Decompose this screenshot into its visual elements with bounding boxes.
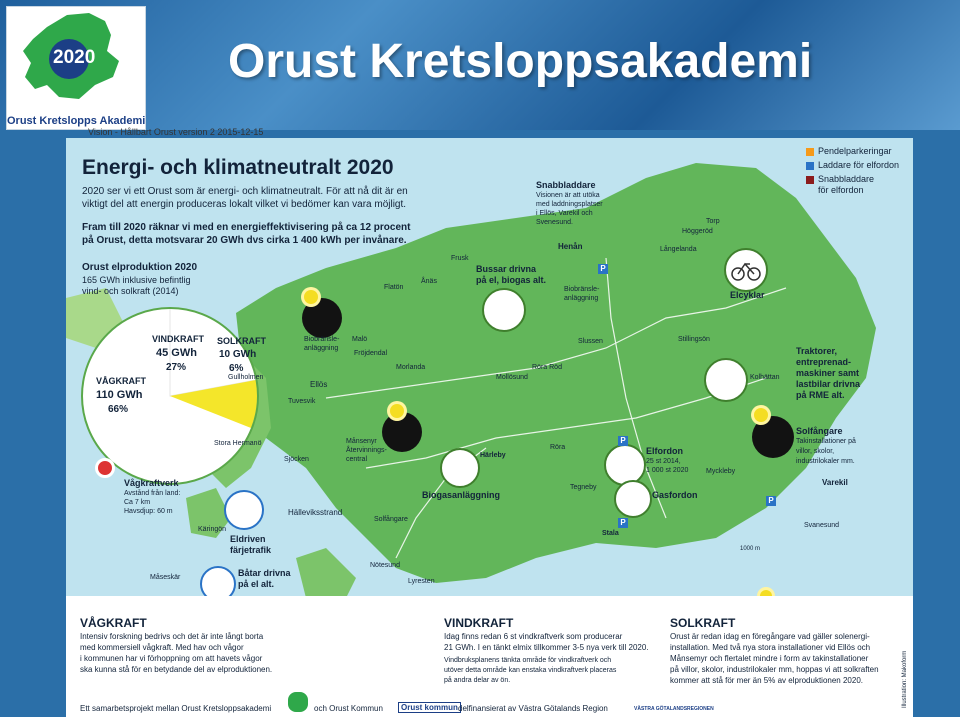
- traktorer-line-1: Traktorer,: [796, 346, 838, 356]
- pie-sol-pct: 6%: [229, 363, 244, 374]
- place-morlanda: Morlanda: [396, 364, 426, 371]
- solar-collector-icon: [752, 416, 794, 458]
- energy-poster: [66, 138, 913, 717]
- solar-park-mansemyr-icon: [382, 412, 422, 452]
- elcyklar-label: Elcyklar: [730, 290, 765, 300]
- place-tegneby: Härleby: [480, 452, 506, 459]
- parking-icon-henan: P: [598, 264, 608, 274]
- solkraft-title: SOLKRAFT: [670, 616, 736, 630]
- vagkraft-line-2: med kommersiell vågkraft. Med hav och vågor: [80, 643, 244, 652]
- gas-car-icon: [614, 480, 652, 518]
- legend-swatch-snabb: [806, 176, 814, 184]
- parking-icon-varekil: P: [618, 518, 628, 528]
- footer-part-1: Ett samarbetsprojekt mellan Orust Kretsloppsakademi: [80, 704, 272, 713]
- vagkraft-title: VÅGKRAFT: [80, 616, 147, 630]
- place-rora-rod: Mollösund: [496, 374, 528, 381]
- solfangare-line-3: industrilokaler mm.: [796, 458, 855, 465]
- solkraft-line-5: kommer att stå för mer än 5% av elproduktionen 2020.: [670, 676, 863, 685]
- production-line-2: vind- och solkraft (2014): [82, 286, 179, 296]
- illustration-credit: Illustration: Makoform: [902, 650, 908, 708]
- place-notesund: Nötesund: [370, 562, 400, 569]
- solfangare-small-label: Solfångare: [374, 516, 408, 523]
- traktorer-line-5: på RME alt.: [796, 390, 845, 400]
- legend-pendel: Pendelparkeringar: [818, 146, 892, 156]
- place-stora-hermano: Stora Hermanö: [214, 440, 262, 447]
- biogas-icon: [440, 448, 480, 488]
- intro-line-1: 2020 ser vi ett Orust som är energi- och klimatneutralt. För att nå dit är en: [82, 186, 408, 197]
- pie-sol-label: SOLKRAFT: [217, 336, 266, 346]
- vagkraft-line-1: Intensiv forskning bedrivs och det är inte långt borta: [80, 632, 264, 641]
- pie-vind-label: VINDKRAFT: [152, 334, 204, 344]
- place-langelanda: Myckleby: [706, 468, 736, 475]
- place-maseskar: Måseskär: [150, 574, 181, 581]
- solfangare-line-1: Takinstallationer på: [796, 438, 856, 445]
- snabb-line-1: Visionen är att utöka: [536, 192, 600, 199]
- place-tuvesvik: Tuvesvik: [288, 398, 316, 405]
- legend-laddare: Laddare för elfordon: [818, 160, 900, 170]
- solkraft-line-1: Orust är redan idag en föregångare vad gäller solenergi-: [670, 632, 870, 641]
- poster-heading: Energi- och klimatneutralt 2020: [82, 156, 394, 179]
- farja-line-2: färjetrafik: [230, 545, 272, 555]
- sun-icon-ellos: [304, 290, 318, 304]
- elfordon-line-1: 25 st 2014,: [646, 458, 681, 465]
- map-scale: 1000 m: [740, 546, 761, 552]
- pie-vag-pct: 66%: [108, 404, 129, 415]
- parking-icon-svanesund: P: [766, 496, 776, 506]
- place-lyresten: Lyresten: [408, 578, 435, 585]
- place-slussen: Torp: [706, 218, 720, 225]
- place-anas: Ånäs: [421, 278, 437, 285]
- pie-vag-value: 110 GWh: [96, 389, 143, 401]
- legend-swatch-laddare: [806, 162, 814, 170]
- batar-line-1: Båtar drivna: [238, 568, 291, 578]
- place-solceller: Slussen: [578, 338, 603, 345]
- vagkraftverk-line-1: Avstånd från land:: [124, 490, 181, 497]
- orust-kommun-logo: Orust kommun: [398, 702, 461, 713]
- place-torp: Långelanda: [660, 246, 697, 253]
- place-halleviksstrand: Hälleviksstrand: [288, 508, 343, 517]
- place-flaton: Flatön: [384, 284, 404, 291]
- small-2020-logo: [288, 692, 308, 712]
- anlaggning-label-2: anläggning: [564, 295, 599, 302]
- info-panel: [66, 596, 913, 717]
- footer-part-2: och Orust Kommun: [314, 704, 383, 713]
- pie-vind-value: 45 GWh: [156, 347, 197, 359]
- biobransle-label-1: Biobränsle-: [304, 336, 340, 343]
- pie-vag-label: VÅGKRAFT: [96, 376, 146, 386]
- vision-line: Vision - Hållbart Orust version 2 2015-12-15: [88, 127, 264, 137]
- place-svanesund: Varekil: [822, 478, 848, 487]
- elfordon-line-2: 1 000 st 2020: [646, 467, 689, 474]
- logo-caption: Orust Kretslopps Akademi: [7, 115, 146, 127]
- pie-sol-value: 10 GWh: [219, 349, 257, 360]
- biobransle-label-2: Biobränsle-: [564, 286, 600, 293]
- place-hoggerod: Höggeröd: [682, 228, 713, 235]
- vindkraft-line-2: 21 GWh. I en tänkt elmix tillkommer 3-5 nya verk till 2020.: [444, 643, 649, 652]
- pie-vind-pct: 27%: [166, 362, 187, 373]
- bussar-line-2: på el, biogas alt.: [476, 275, 547, 285]
- elfordon-title: Elfordon: [646, 446, 683, 456]
- footer-part-3: delfinansierat av Västra Götalands Region: [458, 704, 608, 713]
- farja-line-1: Eldriven: [230, 534, 266, 544]
- vagkraftverk-line-2: Ca 7 km: [124, 499, 151, 506]
- place-frusk: Frusk: [451, 255, 469, 262]
- sun-icon-mansemyr: [390, 404, 404, 418]
- batar-line-2: på el alt.: [238, 579, 275, 589]
- parking-icon-tegneby: P: [618, 436, 628, 446]
- snabb-title: Snabbladdare: [536, 180, 596, 190]
- snabb-line-2: med laddningsplatser: [536, 201, 603, 208]
- vagkraft-line-3: i kommunen har vi förhoppning om att havets vågor: [80, 654, 263, 663]
- page-title: Orust Kretsloppsakademi: [228, 35, 813, 88]
- biogas-label: Biogasanläggning: [422, 490, 501, 500]
- solfangare-line-2: villor, skolor,: [796, 448, 835, 455]
- solkraft-line-3: Månsemyr och flertalet mindre i form av takinstallationer: [670, 654, 869, 663]
- goal-line-2: på Orust, detta motsvarar 20 GWh dvs cirka 1 400 kWh per invånare.: [82, 235, 407, 246]
- vagkraftverk-line-3: Havsdjup: 60 m: [124, 508, 173, 515]
- legend-swatch-pendel: [806, 148, 814, 156]
- bicycle-icon: [724, 248, 768, 292]
- production-title: Orust elproduktion 2020: [82, 262, 198, 273]
- goal-line-1: Fram till 2020 räknar vi med en energieffektivisering på ca 12 procent: [82, 222, 411, 233]
- tractor-icon: [704, 358, 748, 402]
- vindkraft-line-3: Vindbruksplanens tänkta område för vindkraftverk och: [444, 657, 612, 664]
- place-kolhattan: Svanesund: [804, 522, 840, 529]
- vindkraft-line-4: utöver detta område kan enstaka vindkraftverk placeras: [444, 667, 617, 674]
- place-frojdendal: Fröjdendal: [354, 350, 388, 357]
- solar-park-ellos-icon: [302, 298, 342, 338]
- place-sjocken: Sjöcken: [284, 456, 309, 463]
- gasfordon-label: Gasfordon: [652, 490, 698, 500]
- wave-power-buoy-icon: [95, 458, 115, 478]
- place-malo: Malö: [352, 336, 368, 343]
- vagkraftverk-title: Vågkraftverk: [124, 478, 179, 488]
- place-henan: Henån: [558, 242, 583, 251]
- vgr-logo: VÄSTRA GÖTALANDSREGIONEN: [634, 706, 714, 712]
- solkraft-line-2: installation. Med två nya stora installationer vid Ellös och: [670, 643, 871, 652]
- vindkraft-line-5: på andra delar av ön.: [444, 677, 511, 684]
- bus-icon: [482, 288, 526, 332]
- atervinning-label: Återvinnings-: [346, 447, 387, 454]
- mansenyr-label: Månsenyr: [346, 438, 377, 445]
- place-ellos: Ellös: [310, 380, 328, 389]
- place-varekil: Stala: [602, 530, 619, 537]
- vindkraft-line-1: Idag finns redan 6 st vindkraftverk som producerar: [444, 632, 623, 641]
- electric-car-icon: [604, 444, 646, 486]
- traktorer-line-2: entreprenad-: [796, 357, 852, 367]
- intro-line-2: viktigt del att energin produceras lokalt vilket vi bedömer kan vara möjligt.: [82, 199, 407, 210]
- place-rora: Röra Röd: [532, 364, 562, 371]
- bussar-line-1: Bussar drivna: [476, 264, 537, 274]
- place-harleby: Röra: [550, 444, 566, 451]
- traktorer-line-3: maskiner samt: [796, 368, 860, 378]
- legend-snabb: Snabbladdare: [818, 174, 875, 184]
- production-line-1: 165 GWh inklusive befintlig: [82, 275, 191, 285]
- snabb-line-3: i Ellös, Varekil och: [536, 210, 593, 217]
- snabb-line-4: Svenesund.: [536, 219, 573, 226]
- ferry-icon: [224, 490, 264, 530]
- place-karingon: Käringön: [198, 526, 227, 533]
- solfangare-title: Solfångare: [796, 426, 843, 436]
- traktorer-line-4: lastbilar drivna: [796, 379, 861, 389]
- place-stala: Tegneby: [570, 484, 597, 491]
- place-gullholmen: Gullholmen: [228, 374, 264, 381]
- legend-snabb-2: för elfordon: [818, 185, 864, 195]
- orust-kretsloppsakademi-logo[interactable]: [6, 6, 146, 130]
- central-label: central: [346, 456, 368, 463]
- vindkraft-title: VINDKRAFT: [444, 616, 514, 630]
- anlaggning-label-1: anläggning: [304, 345, 339, 352]
- place-stillingson: Kolhättan: [750, 374, 780, 381]
- solkraft-line-4: på villor, skolor, industrilokaler mm, hoppas vi att solkraften: [670, 665, 879, 674]
- logo-year: 2020: [53, 47, 96, 68]
- sun-icon: [754, 408, 768, 422]
- place-myckleby: Stillingsön: [678, 336, 710, 343]
- vagkraft-line-4: ska kunna stå för en betydande del av elproduktionen.: [80, 665, 273, 674]
